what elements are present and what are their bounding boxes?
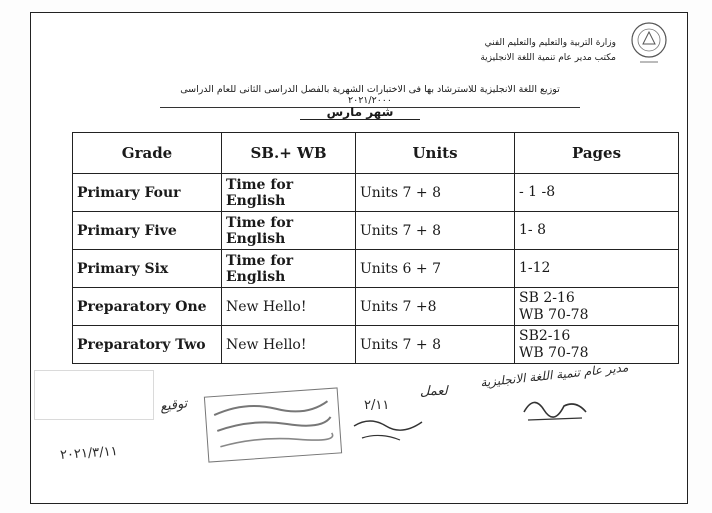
book-cell: Time for English [222, 212, 356, 250]
book-cell: New Hello! [222, 288, 356, 326]
month-heading: شهر مارس [300, 105, 420, 120]
grade-cell: Preparatory One [73, 288, 222, 326]
pages-line: WB 70-78 [519, 306, 589, 323]
units-cell: Units 6 + 7 [356, 250, 515, 288]
office-stamp [204, 387, 342, 462]
approver-date: ٢٠٢١/٣/١١ [59, 444, 119, 463]
units-cell: Units 7 +8 [356, 288, 515, 326]
reviewer-date: ٢/١١ [364, 398, 390, 413]
reviewer-scribble-icon [350, 412, 430, 446]
table-row [73, 326, 679, 364]
pages-cell [515, 326, 679, 364]
table-row [73, 288, 679, 326]
grade-cell: Primary Six [73, 250, 222, 288]
stamp-scribble-icon [205, 389, 339, 460]
pages-line: 1-12 [519, 260, 551, 276]
director-signature-scribble-icon [520, 392, 590, 426]
faded-stamp [34, 370, 154, 420]
ministry-line-2: مكتب مدير عام تنمية اللغة الانجليزية [480, 53, 616, 63]
pages-cell [515, 212, 679, 250]
ministry-logo-icon [630, 20, 668, 68]
reviewer-signature: لعمل [420, 384, 448, 399]
approver-signature: توقيع [159, 396, 189, 415]
table-row [73, 250, 679, 288]
pages-cell [515, 288, 679, 326]
column-header-grade: Grade [73, 133, 222, 174]
pages-line: 1- 8 [519, 222, 546, 238]
pages-line: SB2-16 [519, 327, 571, 344]
column-header-book: SB.+ WB [222, 133, 356, 174]
table-row [73, 174, 679, 212]
column-header-pages: Pages [515, 133, 679, 174]
pages-line: WB 70-78 [519, 344, 589, 361]
grade-cell: Primary Five [73, 212, 222, 250]
distribution-table [72, 132, 679, 364]
ministry-line-1: وزارة التربية والتعليم والتعليم الفني [484, 38, 616, 48]
grade-cell: Primary Four [73, 174, 222, 212]
document-title: توزيع اللغة الانجليزية للاسترشاد بها فى الاختبارات الشهرية بالفصل الدراسى الثانى للعام الدراسى ٢٠٢١/٢٠٠٠ [160, 84, 580, 108]
book-cell: New Hello! [222, 326, 356, 364]
column-header-units: Units [356, 133, 515, 174]
units-cell: Units 7 + 8 [356, 326, 515, 364]
units-cell: Units 7 + 8 [356, 174, 515, 212]
director-signature: مدير عام تنمية اللغة الانجليزية [479, 360, 629, 390]
pages-cell [515, 250, 679, 288]
table-header-row [73, 133, 679, 174]
book-cell: Time for English [222, 174, 356, 212]
book-cell: Time for English [222, 250, 356, 288]
pages-line: - 1 -8 [519, 184, 556, 200]
units-cell: Units 7 + 8 [356, 212, 515, 250]
pages-cell [515, 174, 679, 212]
table-row [73, 212, 679, 250]
pages-line: SB 2-16 [519, 289, 575, 306]
grade-cell: Preparatory Two [73, 326, 222, 364]
ministry-header [480, 36, 616, 66]
